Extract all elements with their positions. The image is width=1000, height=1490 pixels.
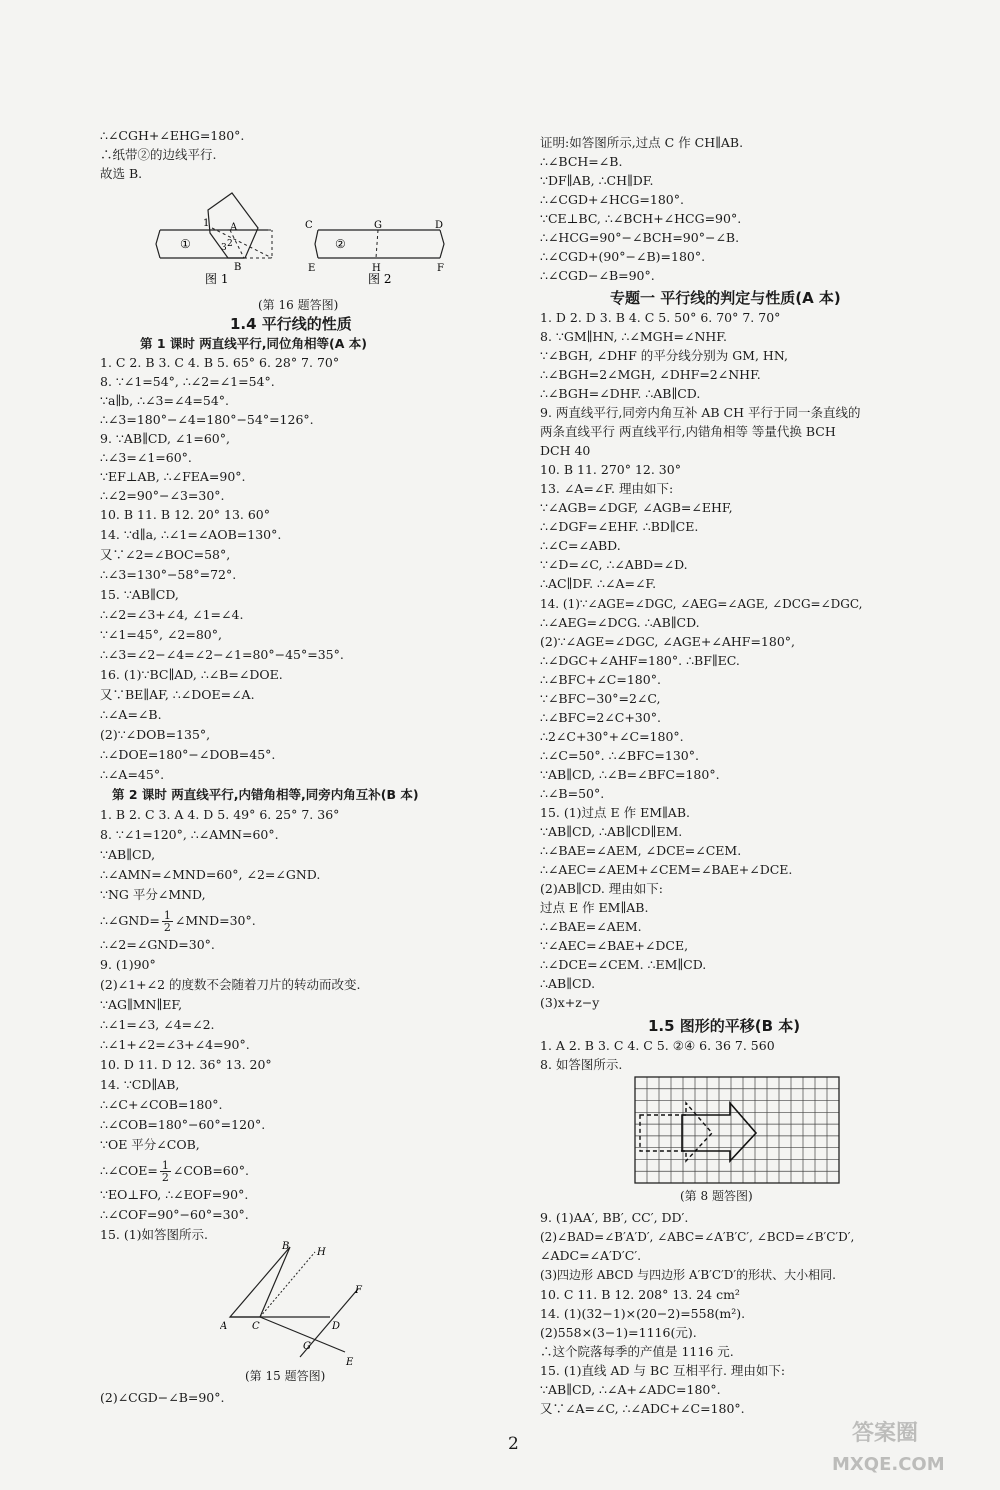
- watermark-logo: [812, 1410, 982, 1480]
- text-line: ∴∠BGH=2∠MGH, ∠DHF=2∠NHF.: [540, 367, 761, 382]
- text-line: ∴∠2=∠GND=30°.: [100, 937, 215, 952]
- text-line: ∴∠DOE=180°−∠DOB=45°.: [100, 747, 276, 762]
- section-title: 专题一 平行线的判定与性质(A 本): [610, 289, 841, 307]
- text-line: ∴纸带②的边线平行.: [100, 147, 217, 162]
- svg-text:3: 3: [221, 243, 227, 253]
- text-line: ∵AB∥CD, ∴∠B=∠BFC=180°.: [540, 767, 720, 782]
- text-line: ∴∠2=90°−∠3=30°.: [100, 488, 225, 503]
- text-line: ∴∠BGH=∠DHF. ∴AB∥CD.: [540, 386, 701, 401]
- text-line: ∴∠COB=180°−60°=120°.: [100, 1117, 266, 1132]
- text-line: ∵CE⊥BC, ∴∠BCH+∠HCG=90°.: [540, 211, 742, 226]
- text-line: ∵AB∥CD, ∴AB∥CD∥EM.: [540, 824, 683, 839]
- svg-text:G: G: [303, 1341, 311, 1352]
- text-line: 两条直线平行 两直线平行,内错角相等 等量代换 BCH: [540, 424, 836, 439]
- figure-15: [220, 1237, 380, 1372]
- text-line: ∵AG∥MN∥EF,: [100, 997, 183, 1012]
- text-line: 证明:如答图所示,过点 C 作 CH∥AB.: [540, 135, 744, 150]
- svg-text:2: 2: [227, 239, 233, 249]
- svg-text:A: A: [220, 1321, 228, 1332]
- fraction: $\frac{1}{2}$: [161, 1159, 169, 1184]
- text-line: ∴∠3=∠2−∠4=∠2−∠1=80°−45°=35°.: [100, 647, 344, 662]
- answer-row: 10. D 11. D 12. 36° 13. 20°: [100, 1057, 272, 1072]
- svg-text:H: H: [372, 263, 381, 274]
- fig2-caption: 图 2: [368, 272, 392, 286]
- text-line: (2)∠BAD=∠B′A′D′, ∠ABC=∠A′B′C′, ∠BCD=∠B′C′D′,: [540, 1230, 855, 1244]
- text-line: ∴AB∥CD.: [540, 976, 596, 991]
- text-line: ∠ADC=∠A′D′C′.: [540, 1248, 642, 1263]
- figure-caption: (第 15 题答图): [245, 1369, 326, 1383]
- text-line: 9. 两直线平行,同旁内角互补 AB CH 平行于同一条直线的: [540, 405, 861, 420]
- fig1-caption: 图 1: [205, 272, 229, 286]
- text-line: ∵∠AGB=∠DGF, ∠AGB=∠EHF,: [540, 500, 733, 515]
- text-line: ∴∠A=∠B.: [100, 707, 162, 722]
- text-line: ∵∠AEC=∠BAE+∠DCE,: [540, 938, 689, 953]
- text-line: ∵EF⊥AB, ∴∠FEA=90°.: [100, 469, 246, 484]
- answer-row: 1. D 2. D 3. B 4. C 5. 50° 6. 70° 7. 70°: [540, 310, 781, 325]
- fig1-circle: ①: [180, 237, 191, 251]
- text-line: (3)x+z−y: [540, 995, 600, 1010]
- text-line: 14. ∵d∥a, ∴∠1=∠AOB=130°.: [100, 527, 282, 542]
- section-title: 1.5 图形的平移(B 本): [648, 1017, 801, 1035]
- text-line: 16. (1)∵BC∥AD, ∴∠B=∠DOE.: [100, 667, 283, 682]
- text-line: ∴∠B=50°.: [540, 786, 605, 801]
- text-line: 14. ∵CD∥AB,: [100, 1077, 180, 1092]
- text-line: (2)AB∥CD. 理由如下:: [540, 881, 663, 896]
- page-number: 2: [508, 1434, 519, 1454]
- text-line: ∴∠HCG=90°−∠BCH=90°−∠B.: [540, 230, 740, 245]
- text-line: 8. ∵GM∥HN, ∴∠MGH=∠NHF.: [540, 329, 727, 344]
- text-line: ∴∠CGD+∠HCG=180°.: [540, 192, 684, 207]
- text-line: 故选 B.: [100, 166, 143, 181]
- text-line: (3)四边形 ABCD 与四边形 A′B′C′D′的形状、大小相同.: [540, 1268, 836, 1282]
- svg-text:E: E: [346, 1357, 354, 1368]
- text-line: ∴∠3=130°−58°=72°.: [100, 567, 237, 582]
- text-line: ∴∠1=∠3, ∠4=∠2.: [100, 1017, 215, 1032]
- text-line: ∴∠CGD+(90°−∠B)=180°.: [540, 249, 706, 264]
- text-line: 9. (1)AA′, BB′, CC′, DD′.: [540, 1210, 689, 1225]
- svg-text:H: H: [317, 1247, 326, 1258]
- svg-text:MXQE.COM: MXQE.COM: [832, 1454, 945, 1475]
- text-line: (2)558×(3−1)=1116(元).: [540, 1325, 697, 1340]
- text-line: ∴∠CGH+∠EHG=180°.: [100, 128, 245, 143]
- svg-text:C: C: [252, 1321, 260, 1332]
- text-line: 15. ∵AB∥CD,: [100, 587, 179, 602]
- svg-text:G: G: [374, 220, 382, 231]
- text-line: ∴∠C+∠COB=180°.: [100, 1097, 223, 1112]
- lesson-title: 第 1 课时 两直线平行,同位角相等(A 本): [140, 336, 367, 351]
- text-line: ∴∠AMN=∠MND=60°, ∠2=∠GND.: [100, 867, 321, 882]
- text-line: 15. (1)过点 E 作 EM∥AB.: [540, 805, 690, 820]
- svg-text:答案圈: 答案圈: [852, 1421, 919, 1446]
- text-line: ∵∠BFC−30°=2∠C,: [540, 691, 661, 706]
- text-line: ∵∠D=∠C, ∴∠ABD=∠D.: [540, 557, 688, 572]
- text-line: 又∵∠A=∠C, ∴∠ADC+∠C=180°.: [540, 1401, 745, 1416]
- text-line: ∴AC∥DF. ∴∠A=∠F.: [540, 576, 657, 591]
- text-line: ∴∠BFC+∠C=180°.: [540, 672, 661, 687]
- text-line: (2)∠CGD−∠B=90°.: [100, 1390, 225, 1405]
- svg-text:D: D: [332, 1321, 341, 1332]
- svg-text:D: D: [435, 220, 444, 231]
- text-line: ∴这个院落每季的产值是 1116 元.: [540, 1344, 734, 1359]
- lesson-title: 第 2 课时 两直线平行,内错角相等,同旁内角互补(B 本): [112, 787, 419, 802]
- text-line: 过点 E 作 EM∥AB.: [540, 900, 649, 915]
- text-line: ∴∠3=180°−∠4=180°−54°=126°.: [100, 412, 314, 427]
- svg-text:1: 1: [203, 218, 210, 229]
- svg-text:F: F: [437, 263, 444, 274]
- answer-row: 1. C 2. B 3. C 4. B 5. 65° 6. 28° 7. 70°: [100, 355, 340, 370]
- text-line: (2)∵∠AGE=∠DGC, ∠AGE+∠AHF=180°,: [540, 634, 796, 649]
- text-line: ∵∠1=45°, ∠2=80°,: [100, 627, 222, 642]
- text-line: ∴∠COF=90°−60°=30°.: [100, 1207, 249, 1222]
- svg-text:B: B: [234, 262, 242, 273]
- text-line: ∴∠C=50°. ∴∠BFC=130°.: [540, 748, 699, 763]
- section-title: 1.4 平行线的性质: [230, 315, 352, 333]
- text-line: ∴∠A=45°.: [100, 767, 165, 782]
- text-line: 13. ∠A=∠F. 理由如下:: [540, 481, 674, 496]
- figure-16: [150, 188, 500, 288]
- text-line: ∴∠CGD−∠B=90°.: [540, 268, 655, 283]
- text-line: DCH 40: [540, 443, 591, 458]
- text-line: ∵AB∥CD,: [100, 847, 156, 862]
- text-line: ∴∠BAE=∠AEM, ∠DCE=∠CEM.: [540, 843, 742, 858]
- text-line: ∵a∥b, ∴∠3=∠4=54°.: [100, 393, 230, 408]
- text-line: ∴∠DGF=∠EHF. ∴BD∥CE.: [540, 519, 699, 534]
- text-line: ∴∠BAE=∠AEM.: [540, 919, 642, 934]
- text-line: ∵EO⊥FO, ∴∠EOF=90°.: [100, 1187, 249, 1202]
- text-line: 9. ∵AB∥CD, ∠1=60°,: [100, 431, 230, 446]
- text-line-fraction: ∴∠COE= $\frac{1}{2}$ ∠COB=60°.: [100, 1159, 249, 1184]
- svg-text:B: B: [282, 1241, 290, 1252]
- svg-text:A: A: [230, 222, 238, 233]
- figure-caption: (第 16 题答图): [258, 298, 339, 312]
- text-line: ∴∠AEG=∠DCG. ∴AB∥CD.: [540, 615, 700, 630]
- answer-row: 10. B 11. 270° 12. 30°: [540, 462, 681, 477]
- text-line: ∴∠BCH=∠B.: [540, 154, 623, 169]
- answer-row: 10. B 11. B 12. 20° 13. 60°: [100, 507, 271, 522]
- svg-text:C: C: [305, 220, 313, 231]
- text-line: 9. (1)90°: [100, 957, 156, 972]
- svg-text:E: E: [308, 263, 316, 274]
- text-line: 又∵BE∥AF, ∴∠DOE=∠A.: [100, 687, 255, 702]
- text-line: ∵DF∥AB, ∴CH∥DF.: [540, 173, 654, 188]
- text-line: ∴∠C=∠ABD.: [540, 538, 621, 553]
- text-line: (2)∵∠DOB=135°,: [100, 727, 211, 742]
- text-line: ∴∠2=∠3+∠4, ∠1=∠4.: [100, 607, 244, 622]
- text-line: ∴∠DCE=∠CEM. ∴EM∥CD.: [540, 957, 707, 972]
- text-line: 14. (1)(32−1)×(20−2)=558(m²).: [540, 1306, 746, 1321]
- text-line: 15. (1)直线 AD 与 BC 互相平行. 理由如下:: [540, 1363, 786, 1378]
- fraction: $\frac{1}{2}$: [163, 909, 171, 934]
- figure-8-grid: [633, 1075, 843, 1187]
- text-line: 8. 如答图所示.: [540, 1057, 623, 1072]
- text-line: ∴∠BFC=2∠C+30°.: [540, 710, 661, 725]
- text-line: ∴∠3=∠1=60°.: [100, 450, 192, 465]
- text-line: 8. ∵∠1=54°, ∴∠2=∠1=54°.: [100, 374, 275, 389]
- text-line: 8. ∵∠1=120°, ∴∠AMN=60°.: [100, 827, 279, 842]
- svg-text:②: ②: [335, 237, 346, 251]
- text-line: ∴2∠C+30°+∠C=180°.: [540, 729, 684, 744]
- text-line: ∵NG 平分∠MND,: [100, 887, 206, 902]
- text-line: ∴∠1+∠2=∠3+∠4=90°.: [100, 1037, 250, 1052]
- answer-row: 10. C 11. B 12. 208° 13. 24 cm²: [540, 1287, 740, 1302]
- text-line: (2)∠1+∠2 的度数不会随着刀片的转动而改变.: [100, 977, 361, 992]
- text-line: ∵∠BGH, ∠DHF 的平分线分别为 GM, HN,: [540, 348, 788, 363]
- answer-row: 1. A 2. B 3. C 4. C 5. ②④ 6. 36 7. 560: [540, 1038, 775, 1053]
- text-line: 15. (1)如答图所示.: [100, 1227, 209, 1242]
- text-line: ∵AB∥CD, ∴∠A+∠ADC=180°.: [540, 1382, 721, 1397]
- text-line: ∴∠AEC=∠AEM+∠CEM=∠BAE+∠DCE.: [540, 862, 793, 877]
- text-line: 14. (1)∵∠AGE=∠DGC, ∠AEG=∠AGE, ∠DCG=∠DGC,: [540, 597, 863, 611]
- text-line: 又∵∠2=∠BOC=58°,: [100, 547, 231, 562]
- text-line-fraction: ∴∠GND= $\frac{1}{2}$ ∠MND=30°.: [100, 909, 256, 934]
- text-line: ∴∠DGC+∠AHF=180°. ∴BF∥EC.: [540, 653, 740, 668]
- answer-row: 1. B 2. C 3. A 4. D 5. 49° 6. 25° 7. 36°: [100, 807, 340, 822]
- figure-caption: (第 8 题答图): [680, 1189, 753, 1203]
- svg-text:F: F: [355, 1285, 362, 1296]
- text-line: ∵OE 平分∠COB,: [100, 1137, 200, 1152]
